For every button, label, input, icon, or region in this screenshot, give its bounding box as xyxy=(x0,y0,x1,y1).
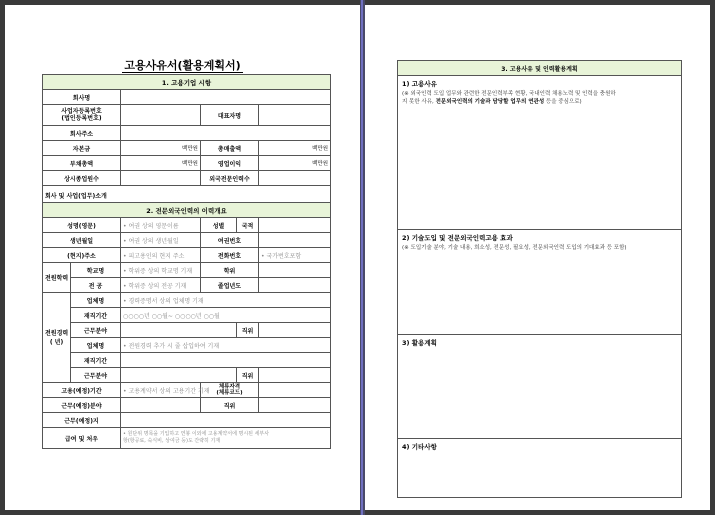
company-intro-field[interactable]: 회사 및 사업(업무)소개 xyxy=(43,186,331,203)
grad-year-field[interactable] xyxy=(259,278,331,293)
birth-field[interactable]: • 여권 상의 생년월일 xyxy=(121,233,201,248)
box-utilization-plan[interactable] xyxy=(398,335,682,439)
address-field[interactable] xyxy=(121,126,331,141)
box-tech-effect[interactable] xyxy=(398,230,682,335)
address-label: 회사주소 xyxy=(43,126,121,141)
education-label: 전원학력 xyxy=(43,263,71,293)
employer-field[interactable]: • 경력증명서 상의 업체명 기재 xyxy=(121,293,331,308)
period2-field[interactable] xyxy=(121,353,331,368)
foreign-staff-field[interactable] xyxy=(259,171,331,186)
box1-note: (※ 외국인력 도입 업무와 관련한 전문인력부족 현황, 국내인력 채용노력 및 인력을 충원하 지 못한 사유, 전문외국인력의 기술과 담당할 업무의 연관성 등을 중심으로) xyxy=(402,91,616,105)
nationality-label: 국적 xyxy=(237,218,259,233)
company-name-field[interactable] xyxy=(121,90,331,105)
phone-label: 전화번호 xyxy=(201,248,259,263)
box2-note: (※ 도입기술 분야, 기술 내용, 희소성, 전문성, 필요성, 전문외국인력 도입의 기대효과 등 포함) xyxy=(402,245,627,251)
work-position-label: 직위 xyxy=(201,398,259,413)
salary-label: 급여 및 처우 xyxy=(43,428,121,449)
box3-title: 3) 활용계획 xyxy=(402,339,437,347)
section1-header: 1. 고용기업 시항 xyxy=(43,75,331,90)
document-page-right xyxy=(365,5,710,510)
emp-period-field[interactable]: • 고용계약서 상의 고용기간 기재 xyxy=(121,383,201,398)
field-field[interactable] xyxy=(121,323,237,338)
liabilities-label: 부채총액 xyxy=(43,156,121,171)
degree-field[interactable] xyxy=(259,263,331,278)
sex-label: 성별 xyxy=(201,218,237,233)
biz-reg-label: 사업자등록번호 (법인등록번호) xyxy=(43,105,121,126)
period-field[interactable]: ○○○○년 ○○월~ ○○○○년 ○○월 xyxy=(121,308,331,323)
visa-label: 체류자격 (체류코드) xyxy=(201,383,259,398)
capital-label: 자본금 xyxy=(43,141,121,156)
box1-title: 1) 고용사유 xyxy=(402,80,437,88)
workplace-field[interactable] xyxy=(121,413,331,428)
ceo-field[interactable] xyxy=(259,105,331,126)
passport-field[interactable] xyxy=(259,233,331,248)
name-field[interactable]: • 여권 상의 영문이름 xyxy=(121,218,201,233)
major-field[interactable]: • 학위증 상의 전공 기재 xyxy=(121,278,201,293)
work-field-field[interactable] xyxy=(121,398,201,413)
box-other[interactable] xyxy=(398,439,682,498)
total-sales-field[interactable]: 백만원 xyxy=(259,141,331,156)
capital-field[interactable]: 백만원 xyxy=(121,141,201,156)
employees-field[interactable] xyxy=(121,171,201,186)
section3-header: 3. 고용사유 및 인력활용계획 xyxy=(398,61,682,76)
major-label: 전 공 xyxy=(71,278,121,293)
position-field[interactable] xyxy=(259,323,331,338)
op-profit-field[interactable]: 백만원 xyxy=(259,156,331,171)
current-address-label: (현지)주소 xyxy=(43,248,121,263)
period2-label: 재직기간 xyxy=(71,353,121,368)
employer-label: 업체명 xyxy=(71,293,121,308)
position2-label: 직위 xyxy=(237,368,259,383)
field-label: 근무분야 xyxy=(71,323,121,338)
position-label: 직위 xyxy=(237,323,259,338)
school-field[interactable]: • 학위증 상의 학교명 기재 xyxy=(121,263,201,278)
phone-field[interactable]: • 국가번호포함 xyxy=(259,248,331,263)
total-sales-label: 총매출액 xyxy=(201,141,259,156)
nationality-field[interactable] xyxy=(259,218,331,233)
name-label: 성명(영문) xyxy=(43,218,121,233)
position2-field[interactable] xyxy=(259,368,331,383)
emp-period-label: 고용(예정)기간 xyxy=(43,383,121,398)
employment-form-table xyxy=(42,74,331,449)
period-label: 재직기간 xyxy=(71,308,121,323)
career-label: 전원경력 ( 년) xyxy=(43,293,71,383)
salary-field[interactable]: • 원단위 명목을 기입하고 연봉 이외에 고용계약서에 명시된 세부사 항(항공료, 숙식비, 상여금 등)도 간략히 기재 xyxy=(121,428,331,449)
employees-label: 상시종업원수 xyxy=(43,171,121,186)
current-address-field[interactable]: • 피고용인의 현지 주소 xyxy=(121,248,201,263)
employer2-field[interactable]: • 전원경력 추가 시 줄 삽입하여 기재 xyxy=(121,338,331,353)
workplace-label: 근무(예정)지 xyxy=(43,413,121,428)
biz-reg-field[interactable] xyxy=(121,105,201,126)
school-label: 학교명 xyxy=(71,263,121,278)
work-position-field[interactable] xyxy=(259,398,331,413)
field2-label: 근무분야 xyxy=(71,368,121,383)
document-page-left xyxy=(5,5,360,510)
birth-label: 생년월일 xyxy=(43,233,121,248)
work-field-label: 근무(예정)분야 xyxy=(43,398,121,413)
box2-title: 2) 기술도입 및 전문외국인력고용 효과 xyxy=(402,234,513,242)
employment-plan-table xyxy=(397,60,682,498)
foreign-staff-label: 외국전문인력수 xyxy=(201,171,259,186)
box4-title: 4) 기타사항 xyxy=(402,443,437,451)
document-title: 고용사유서(활용계획서) xyxy=(124,59,241,72)
degree-label: 학위 xyxy=(201,263,259,278)
grad-year-label: 졸업년도 xyxy=(201,278,259,293)
ceo-label: 대표자명 xyxy=(201,105,259,126)
field2-field[interactable] xyxy=(121,368,237,383)
op-profit-label: 영업이익 xyxy=(201,156,259,171)
employer2-label: 업체명 xyxy=(71,338,121,353)
section2-header: 2. 전문외국인력의 이력개요 xyxy=(43,203,331,218)
passport-label: 여권번호 xyxy=(201,233,259,248)
liabilities-field[interactable]: 백만원 xyxy=(121,156,201,171)
visa-field[interactable] xyxy=(259,383,331,398)
box-employment-reason[interactable] xyxy=(398,76,682,230)
company-name-label: 회사명 xyxy=(43,90,121,105)
